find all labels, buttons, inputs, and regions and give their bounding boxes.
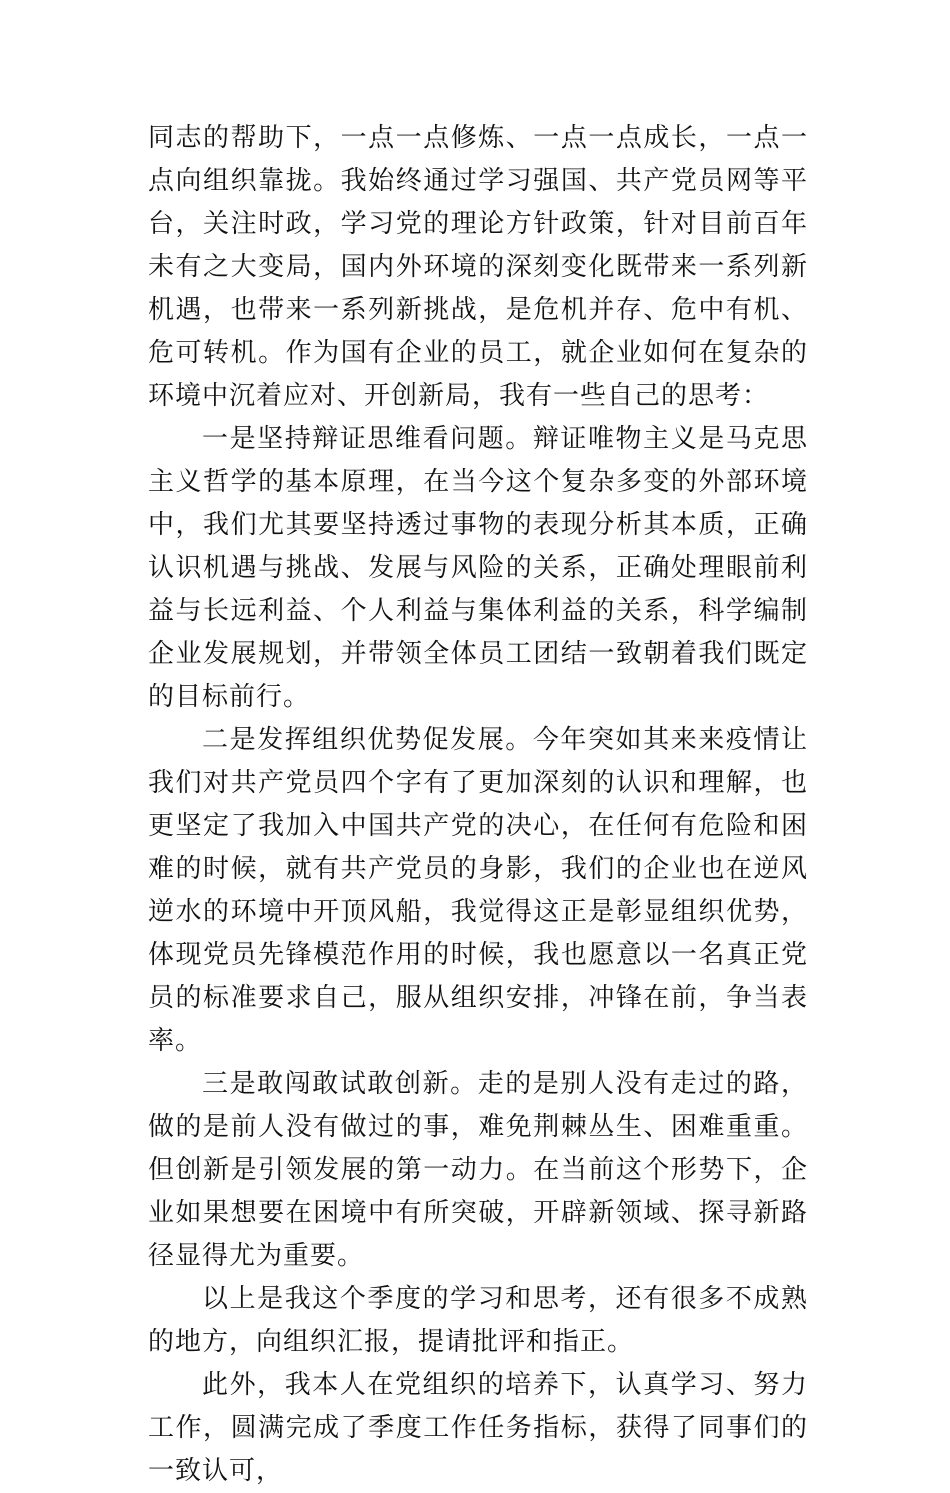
paragraph-point-three: 三是敢闯敢试敢创新。走的是别人没有走过的路，做的是前人没有做过的事，难免荆棘丛生、困难重重。但创新是引领发展的第一动力。在当前这个形势下，企业如果想要在困境中有所突破，开辟新领域、探寻新路径显得尤为重要。 [148,1069,808,1271]
paragraph-additional: 此外，我本人在党组织的培养下，认真学习、努力工作，圆满完成了季度工作任务指标，获得了同事们的一致认可， [148,1370,808,1486]
document-body [148,117,808,1493]
paragraph-point-one: 一是坚持辩证思维看问题。辩证唯物主义是马克思主义哲学的基本原理，在当今这个复杂多变的外部环境中，我们尤其要坚持透过事物的表现分析其本质，正确认识机遇与挑战、发展与风险的关系，正确处理眼前利益与长远利益、个人利益与集体利益的关系，科学编制企业发展规划，并带领全体员工团结一致朝着我们既定的目标前行。 [148,424,808,712]
paragraph-continuation: 同志的帮助下，一点一点修炼、一点一点成长，一点一点向组织靠拢。我始终通过学习强国、共产党员网等平台，关注时政，学习党的理论方针政策，针对目前百年未有之大变局，国内外环境的深刻变化既带来一系列新机遇，也带来一系列新挑战，是危机并存、危中有机、危可转机。作为国有企业的员工，就企业如何在复杂的环境中沉着应对、开创新局，我有一些自己的思考： [148,123,808,411]
paragraph-point-two: 二是发挥组织优势促发展。今年突如其来来疫情让我们对共产党员四个字有了更加深刻的认识和理解，也更坚定了我加入中国共产党的决心，在任何有危险和困难的时候，就有共产党员的身影，我们的企业也在逆风逆水的环境中开顶风船，我觉得这正是彰显组织优势，体现党员先锋模范作用的时候，我也愿意以一名真正党员的标准要求自己，服从组织安排，冲锋在前，争当表率。 [148,725,808,1056]
paragraph-summary: 以上是我这个季度的学习和思考，还有很多不成熟的地方，向组织汇报，提请批评和指正。 [148,1284,808,1357]
